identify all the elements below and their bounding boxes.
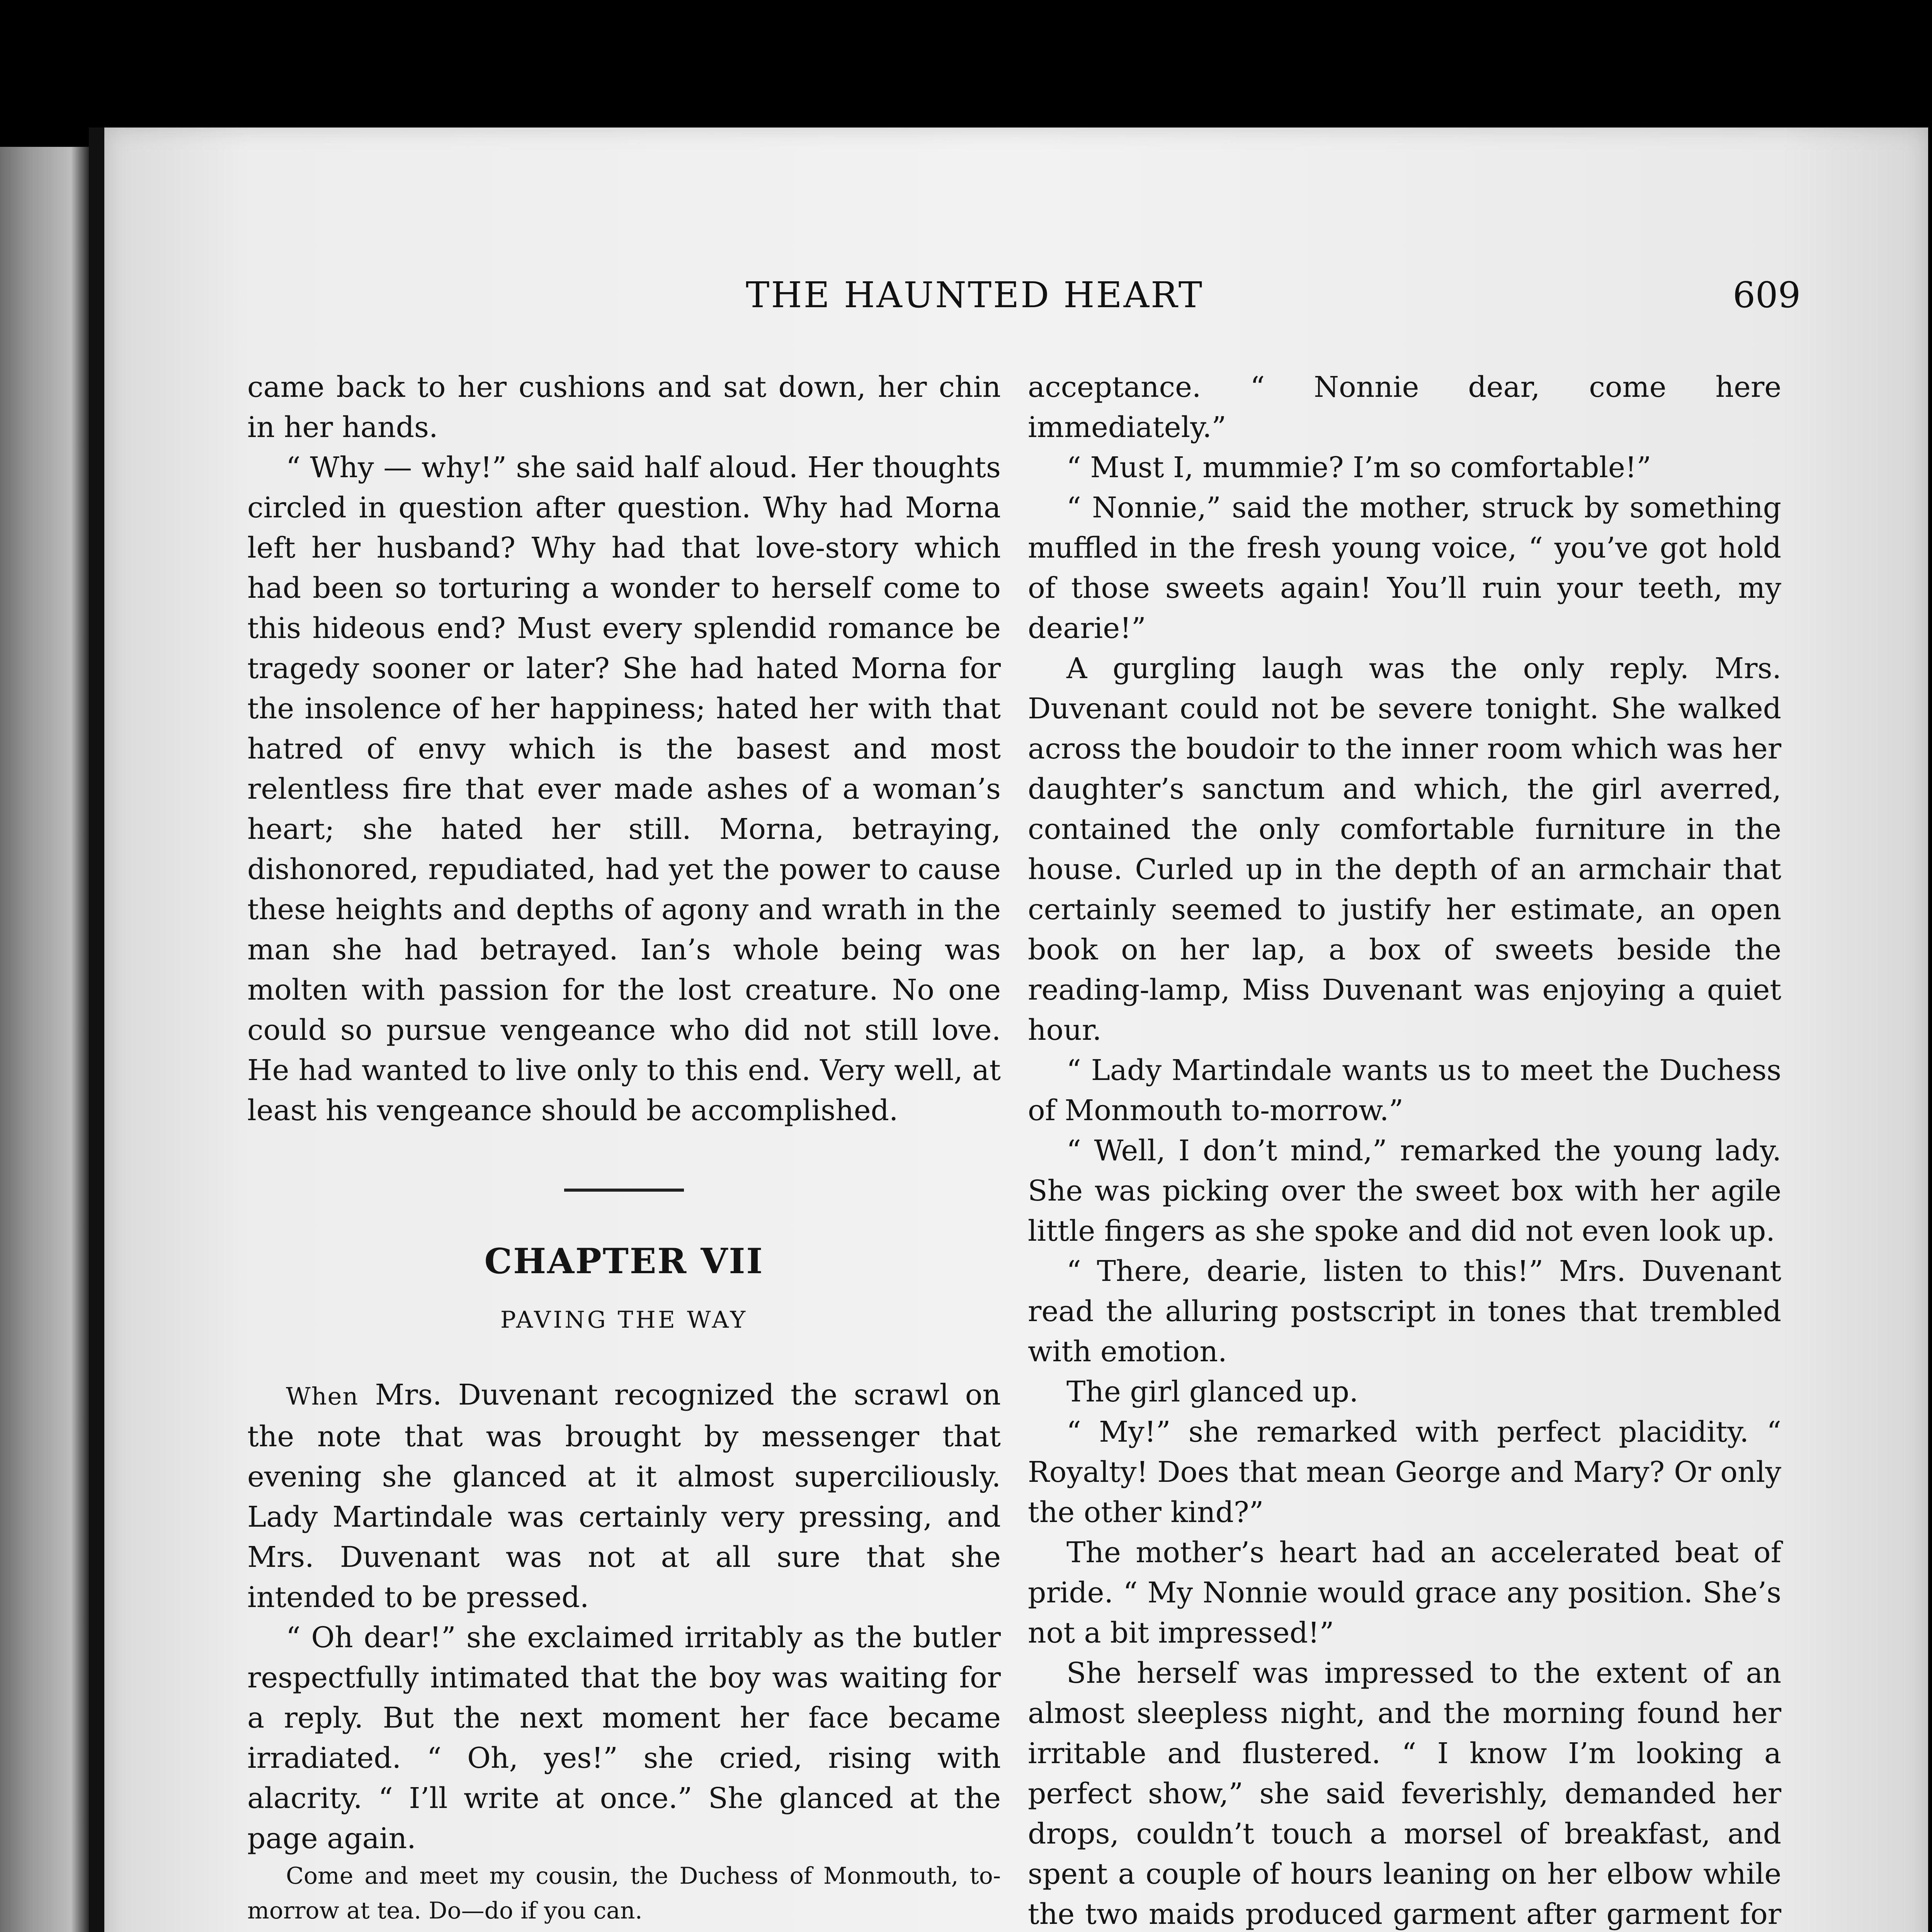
paragraph: “ Nonnie,” said the mother, struck by something muffled in the fresh young voice, “ you’ve got hold of those sweets again! You’ll ruin your teeth, my dearie!” — [1028, 491, 1781, 645]
book-page — [104, 128, 1928, 1932]
right-column — [1028, 367, 1781, 1932]
left-column — [247, 367, 1001, 1932]
paragraph: She herself was impressed to the extent of an almost sleepless night, and the morning found her irritable and flustered. “ I know I’m looking a perfect show,” she said feverishly, demanded her drops, couldn’t touch a morsel of breakfast, and spent a couple of hours leaning on her elbow while the two maids produced garment after garment for — [1028, 1656, 1781, 1931]
paragraph: “ Why — why!” she said half aloud. Her thoughts circled in question after question. Why had Morna left her husband? Why had that love-story which had been so torturing a wonder to herself come to this hideous end? Must every splendid romance be tragedy sooner or later? She had hated Morna for the insolence of her happiness; hated her with that hatred of envy which is the basest and most relentless fire that ever made ashes of a woman’s heart; she hated her still. Morna, betraying, dishonored, repudiated, had yet the power to cause these heights and depths of agony and wrath in the man she had betrayed. Ian’s whole being was molten with passion for the lost creature. No one could so pursue vengeance who did not still love. He had wanted to live only to this end. Very well, at least his vengeance should be accomplished. — [247, 451, 1001, 1127]
paragraph: A gurgling laugh was the only reply. Mrs. Duvenant could not be severe tonight. She walked across the boudoir to the inner room which was her daughter’s sanctum and which, the girl averred, contained the only comfortable furniture in the house. Curled up in the depth of an armchair that certainly seemed to justify her estimate, an open book on her lap, a box of sweets beside the reading-lamp, Miss Duvenant was enjoying a quiet hour. — [1028, 652, 1781, 1047]
facing-page-edge — [0, 147, 89, 1932]
paragraph: “ Well, I don’t mind,” remarked the young lady. She was picking over the sweet box with her agile little fingers as she spoke and did not even look up. — [1028, 1134, 1781, 1248]
paragraph: The girl glanced up. — [1066, 1375, 1359, 1408]
page-number: 609 — [1733, 274, 1801, 316]
book-gutter — [89, 128, 104, 1932]
paragraph: “ My!” she remarked with perfect placidity. “ Royalty! Does that mean George and Mary? Or only the other kind?” — [1028, 1415, 1781, 1529]
letter-quote: Come and meet my cousin, the Duchess of Monmouth, to-morrow at tea. Do—do if you can. — [247, 1862, 1001, 1924]
paragraph: “ Oh dear!” she exclaimed irritably as the butler respectfully intimated that the boy was waiting for a reply. But the next moment her face became irradiated. “ Oh, yes!” she cried, rising with alacrity. “ I’ll write at once.” She glanced at the page again. — [247, 1621, 1001, 1855]
section-rule — [564, 1189, 684, 1192]
chapter-title: CHAPTER VII — [484, 1241, 764, 1282]
paragraph — [247, 1375, 1001, 1617]
lead-word: When — [286, 1382, 359, 1410]
paragraph: The mother’s heart had an accelerated beat of pride. “ My Nonnie would grace any position. She’s not a bit impressed!” — [1028, 1536, 1781, 1650]
paragraph: “ Must I, mummie? I’m so comfortable!” — [1066, 451, 1651, 484]
running-head — [104, 274, 1928, 336]
paragraph — [247, 1928, 1001, 1932]
paragraph: acceptance. “ Nonnie dear, come here immediately.” — [1028, 371, 1781, 444]
paragraph: “ There, dearie, listen to this!” Mrs. Duvenant read the alluring postscript in tones that trembled with emotion. — [1028, 1255, 1781, 1368]
paragraph: “ Lady Martindale wants us to meet the Duchess of Monmouth to-morrow.” — [1028, 1054, 1781, 1127]
paragraph: came back to her cushions and sat down, her chin in her hands. — [247, 371, 1001, 444]
paragraph-text: Mrs. Duvenant recognized the scrawl on the note that was brought by messenger that evening she glanced at it almost superciliously. Lady Martindale was certainly very pressing, and Mrs. Duvenant was not at all sure that she intended to be pressed. — [247, 1378, 1001, 1614]
chapter-subtitle: PAVING THE WAY — [500, 1306, 748, 1333]
running-title: THE HAUNTED HEART — [746, 274, 1204, 316]
